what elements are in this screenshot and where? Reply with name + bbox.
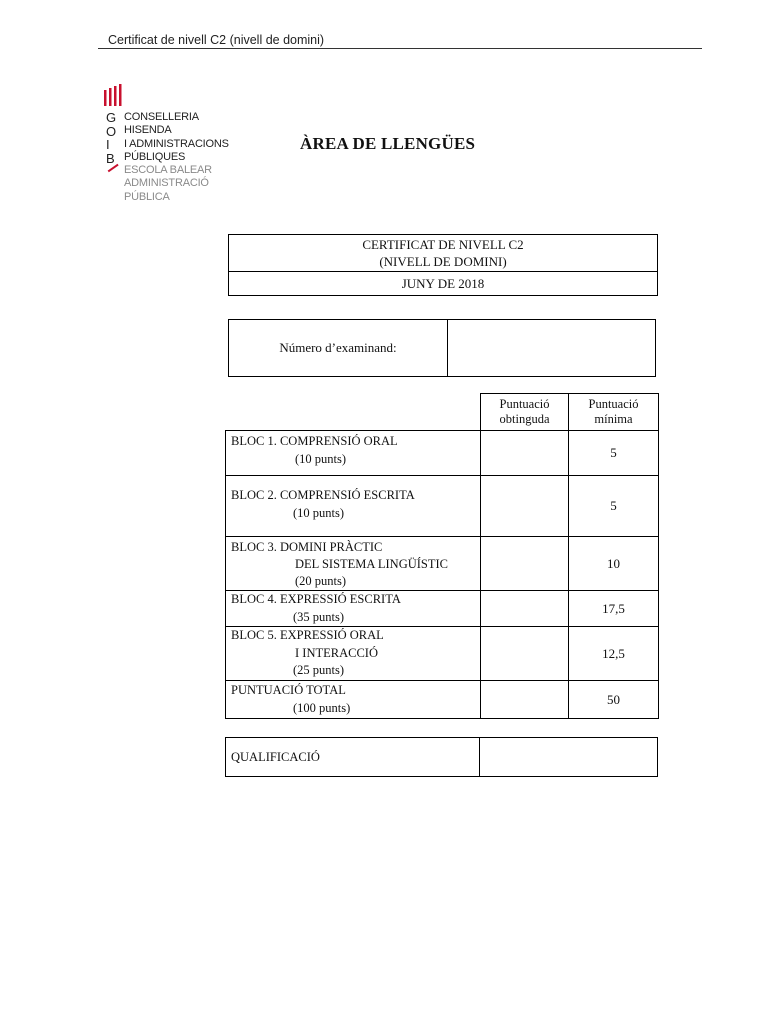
table-header-row (226, 394, 659, 431)
logo-letters (106, 111, 116, 165)
bloc-label: BLOC 4. EXPRESSIÓ ESCRITA (35 punts) (226, 591, 481, 627)
logo-line: PÚBLIQUES (124, 150, 186, 163)
bloc-label: BLOC 5. EXPRESSIÓ ORAL I INTERACCIÓ (25 punts) (226, 627, 481, 681)
page-title: ÀREA DE LLENGÜES (300, 134, 476, 153)
header-rule (98, 48, 702, 49)
logo-line: CONSELLERIA (124, 111, 199, 123)
running-header: Certificat de nivell C2 (nivell de domini) (108, 33, 325, 47)
coat-of-arms-icon (104, 84, 122, 106)
examinee-box (228, 319, 656, 377)
logo-line: PÚBLICA (124, 190, 170, 203)
column-header-obtained: Puntuació obtinguda (481, 394, 569, 431)
obtained-score-cell[interactable] (481, 476, 569, 537)
qualification-field[interactable] (481, 738, 657, 776)
minimum-score-cell: 17,5 (569, 591, 659, 627)
certificate-title (229, 235, 657, 272)
logo-text (124, 111, 229, 204)
logo-letter: G (106, 110, 117, 125)
obtained-score-cell[interactable] (481, 591, 569, 627)
table-row (226, 476, 659, 537)
total-label: PUNTUACIÓ TOTAL (100 punts) (226, 681, 481, 719)
certificate-date: JUNY DE 2018 (401, 276, 485, 291)
logo-line: ADMINISTRACIÓ (124, 177, 209, 190)
bloc-label: BLOC 3. DOMINI PRÀCTIC DEL SISTEMA LINGÜÍSTIC (20 punts) (226, 537, 481, 591)
table-row (226, 537, 659, 591)
examinee-number-field[interactable] (448, 320, 655, 376)
examinee-label: Número d’examinand: (229, 320, 448, 376)
logo-line: ESCOLA BALEAR (124, 164, 212, 177)
qualification-box (225, 737, 658, 777)
minimum-score-cell: 50 (569, 681, 659, 719)
logo-letter: B (106, 150, 115, 166)
obtained-score-cell[interactable] (481, 627, 569, 681)
logo-letter: O (106, 123, 117, 139)
logo-line: I ADMINISTRACIONS (124, 137, 229, 150)
certificate-line: (NIVELL DE DOMINI) (379, 254, 507, 269)
table-row (226, 591, 659, 627)
certificate-box (228, 234, 658, 296)
obtained-score-cell[interactable] (481, 431, 569, 476)
bloc-label: BLOC 2. COMPRENSIÓ ESCRITA (10 punts) (226, 476, 481, 537)
bloc-label: BLOC 1. COMPRENSIÓ ORAL (10 punts) (226, 431, 481, 476)
certificate-line: CERTIFICAT DE NIVELL C2 (362, 237, 524, 252)
table-row (226, 431, 659, 476)
logo-letter: I (106, 137, 110, 153)
obtained-score-cell[interactable] (481, 681, 569, 719)
logo-line: HISENDA (124, 124, 172, 137)
qualification-label: QUALIFICACIÓ (226, 738, 480, 776)
column-header-minimum: Puntuació mínima (569, 394, 659, 431)
score-table (225, 393, 659, 719)
table-row (226, 627, 659, 681)
table-row-total (226, 681, 659, 719)
minimum-score-cell: 5 (569, 476, 659, 537)
minimum-score-cell: 5 (569, 431, 659, 476)
minimum-score-cell: 10 (569, 537, 659, 591)
minimum-score-cell: 12,5 (569, 627, 659, 681)
obtained-score-cell[interactable] (481, 537, 569, 591)
